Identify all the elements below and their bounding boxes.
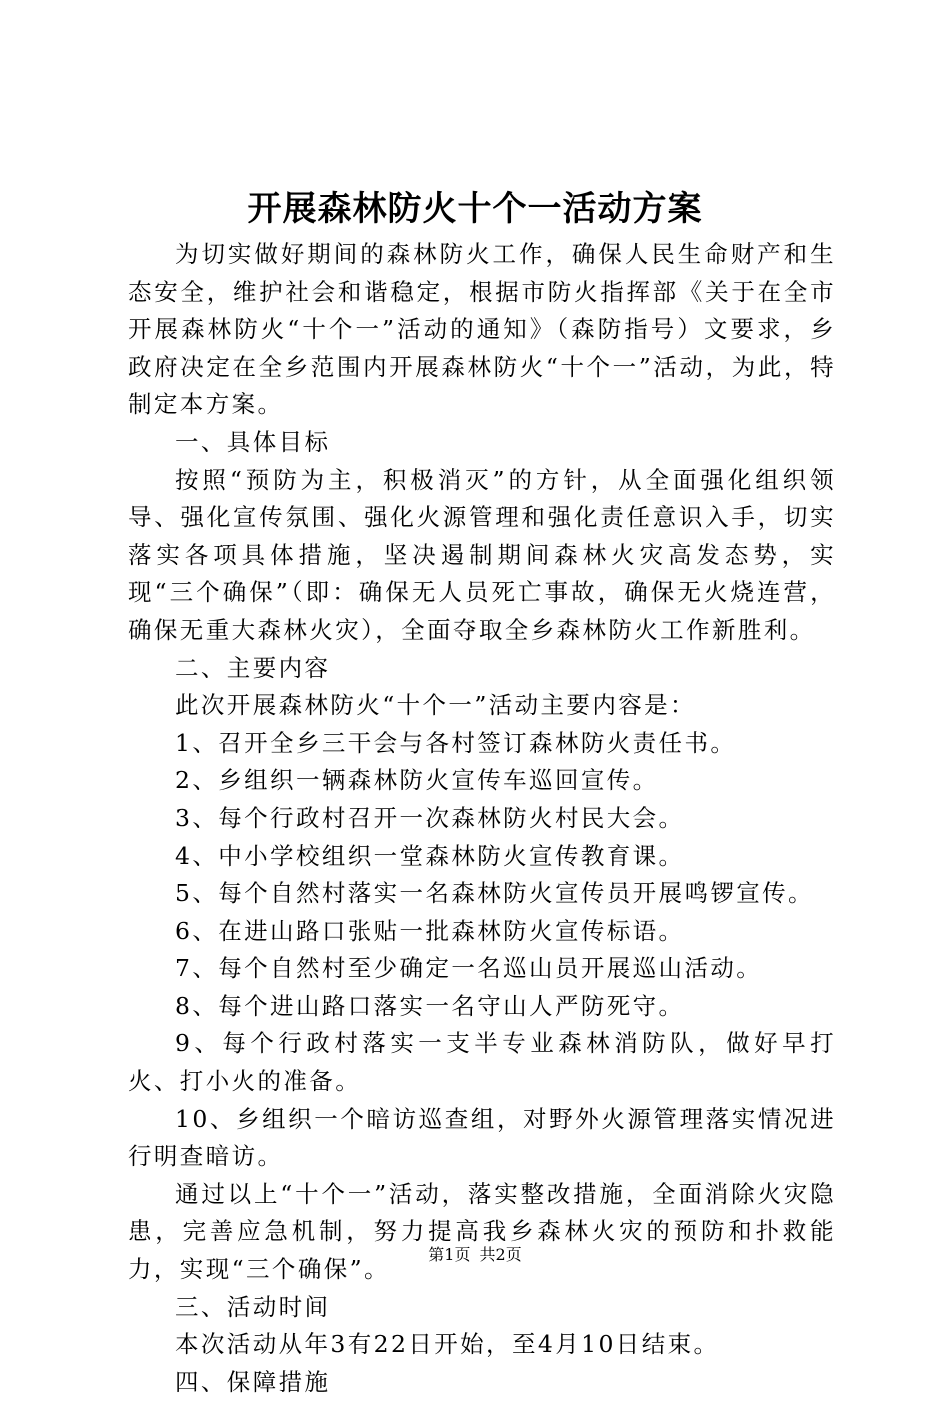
list-item-10: 10、乡组织一个暗访巡查组，对野外火源管理落实情况进行明查暗访。: [128, 1104, 836, 1171]
list-item-5: 5、每个自然村落实一名森林防火宣传员开展鸣锣宣传。: [175, 879, 814, 908]
list-item-1: 1、召开全乡三干会与各村签订森林防火责任书。: [175, 728, 737, 757]
list-item-8: 8、每个进山路口落实一名守山人严防死守。: [175, 991, 685, 1020]
list-item-6: 6、在进山路口张贴一批森林防火宣传标语。: [175, 916, 685, 945]
section-heading-content: 二、主要内容: [175, 653, 331, 682]
summary-paragraph: 通过以上“十个一”活动，落实整改措施，全面消除火灾隐患，完善应急机制，努力提高我乡森林火灾的预防和扑救能力，实现“三个确保”。: [128, 1179, 836, 1284]
list-item-4: 4、中小学校组织一堂森林防火宣传教育课。: [175, 841, 685, 870]
page-footer: [0, 1244, 950, 1266]
page-number: 第1页: [428, 1245, 471, 1264]
time-paragraph: 本次活动从年3有22日开始，至4月10日结束。: [175, 1330, 720, 1359]
document-body: [128, 236, 836, 1401]
section-heading-time: 三、活动时间: [175, 1292, 331, 1321]
document-title: 开展森林防火十个一活动方案: [247, 189, 703, 229]
section-heading-safeguards: 四、保障措施: [175, 1367, 331, 1396]
intro-paragraph: 为切实做好期间的森林防火工作，确保人民生命财产和生态安全，维护社会和谐稳定，根据市防火指挥部《关于在全市开展森林防火“十个一”活动的通知》（森防指号）文要求，乡政府决定在全乡范围内开展森林防火“十个一”活动，为此，特制定本方案。: [128, 240, 836, 419]
page-total: 共2页: [479, 1245, 522, 1264]
list-item-2: 2、乡组织一辆森林防火宣传车巡回宣传。: [175, 766, 659, 795]
section-heading-goals: 一、具体目标: [175, 427, 331, 456]
content-intro: 此次开展森林防火“十个一”活动主要内容是：: [175, 691, 696, 720]
list-item-9: 9、每个行政村落实一支半专业森林消防队，做好早打火、打小火的准备。: [128, 1029, 836, 1096]
goals-paragraph: 按照“预防为主，积极消灭”的方针，从全面强化组织领导、强化宣传氛围、强化火源管理和强化责任意识入手，切实落实各项具体措施，坚决遏制期间森林火灾高发态势，实现“三个确保”（即：确保无人员死亡事故，确保无火烧连营，确保无重大森林火灾），全面夺取全乡森林防火工作新胜利。: [128, 465, 836, 644]
list-item-7: 7、每个自然村至少确定一名巡山员开展巡山活动。: [175, 954, 763, 983]
list-item-3: 3、每个行政村召开一次森林防火村民大会。: [175, 803, 685, 832]
